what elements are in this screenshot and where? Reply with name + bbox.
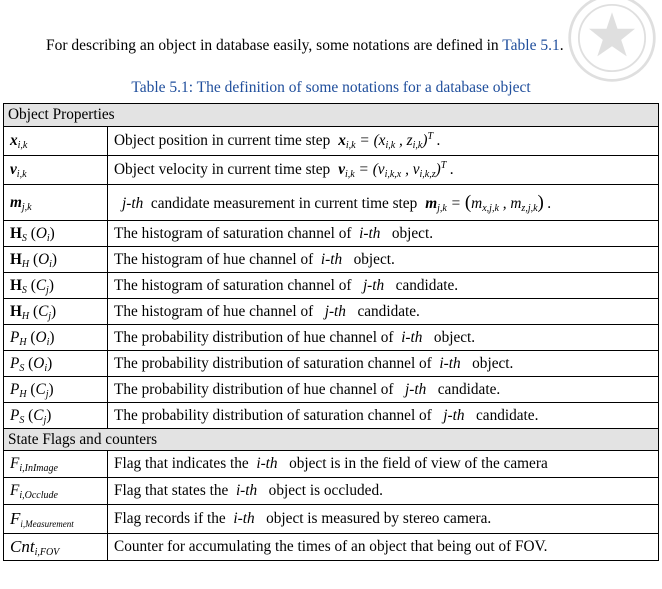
definition-text-end: candidate. (437, 380, 501, 398)
symbol-x-ik: $x_{i,k}$ (4, 127, 108, 156)
definition-cell (108, 478, 659, 505)
index-i-th: i-th (320, 250, 343, 268)
definition-text: Flag that indicates the (114, 455, 249, 472)
table-row (4, 127, 659, 156)
symbol-PH-Cj: $P_H$ $(C_j)$ (4, 377, 108, 403)
definition-text: The probability distribution of saturation channel of (114, 406, 432, 424)
definition-cell (108, 377, 659, 403)
definition-text-end: object. (472, 354, 514, 372)
index-j-th: j-th (362, 276, 385, 294)
definition-text: Object velocity in current time step (114, 161, 331, 178)
section-title: State Flags and counters (4, 429, 659, 451)
table-reference-link[interactable]: Table 5.1 (502, 37, 560, 54)
symbol-HS-Cj: $H_S$ $(C_j)$ (4, 273, 108, 299)
table-row (4, 325, 659, 351)
index-i-th: i-th (235, 482, 258, 499)
index-i-th: i-th (401, 328, 423, 346)
definition-cell (108, 505, 659, 534)
definition-text-end: object. (391, 224, 434, 242)
symbol-PS-Oi: $P_S$ $(O_i)$ (4, 351, 108, 377)
symbol-PS-Cj: $P_S$ $(C_j)$ (4, 403, 108, 429)
section-header-object-properties (4, 104, 659, 127)
symbol-HS-Oi: $H_S$ $(O_i)$ (4, 221, 108, 247)
definition-text: Flag that states the (114, 482, 229, 499)
table-row (4, 478, 659, 505)
section-title: Object Properties (4, 104, 659, 127)
definition-cell (108, 247, 659, 273)
symbol-PH-Oi: $P_H$ $(O_i)$ (4, 325, 108, 351)
definition-text: The probability distribution of hue channel of (114, 380, 394, 398)
definition-cell (108, 403, 659, 429)
definition-text-end: object. (353, 250, 395, 268)
table-row (4, 221, 659, 247)
definition-text: The histogram of saturation channel of (114, 224, 352, 242)
definition-text: The histogram of hue channel of (114, 250, 314, 268)
definition-cell (108, 185, 659, 221)
symbol-F-InImage: $F_{i,InImage}$ (4, 451, 108, 478)
definition-text-end: object is in the field of view of the camera (289, 455, 548, 472)
table-row (4, 451, 659, 478)
symbol-Cnt-FOV: Cnt$_{i,FOV}$ (4, 534, 108, 561)
definition-cell (108, 351, 659, 377)
definition-text-end: candidate. (395, 276, 459, 294)
definition-cell (108, 299, 659, 325)
table-row (4, 299, 659, 325)
intro-paragraph (46, 37, 564, 55)
definition-cell (108, 127, 659, 156)
university-seal-watermark (566, 0, 658, 84)
definition-text-end: object is measured by stereo camera. (266, 510, 492, 527)
definition-text: The histogram of hue channel of (114, 302, 314, 320)
equation: $x_{i,k} = (x_{i,k}$ , $z_{i,k})^T$ . (338, 131, 441, 151)
table-row (4, 247, 659, 273)
symbol-v-ik: $v_{i,k}$ (4, 156, 108, 185)
table-row (4, 351, 659, 377)
notation-table (3, 103, 659, 561)
index-j-th: j-th (122, 194, 144, 212)
symbol-F-Measurement: $F_{i,Measurement}$ (4, 505, 108, 534)
index-i-th: i-th (233, 510, 255, 527)
definition-text: candidate measurement in current time step (150, 194, 418, 212)
definition-text: Flag records if the (114, 510, 226, 527)
table-row (4, 273, 659, 299)
definition-text: Counter for accumulating the times of an object that being out of FOV. (114, 538, 548, 555)
table-row (4, 377, 659, 403)
definition-cell (108, 451, 659, 478)
symbol-m-jk: $m_{j,k}$ (4, 185, 108, 221)
definition-text-end: object. (433, 328, 476, 346)
definition-cell (108, 221, 659, 247)
equation: $v_{i,k} = (v_{i,k,x}$ , $v_{i,k,z})^T$ . (338, 160, 454, 180)
definition-text-end: candidate. (357, 302, 420, 320)
definition-text: The probability distribution of hue channel of (114, 328, 394, 346)
section-header-state-flags (4, 429, 659, 451)
table-caption: Table 5.1: The definition of some notations for a database object (131, 79, 531, 96)
symbol-HH-Cj: $H_H$ $(C_j)$ (4, 299, 108, 325)
intro-text: For describing an object in database easily, some notations are defined in (46, 37, 503, 54)
definition-cell (108, 156, 659, 185)
definition-text: The histogram of saturation channel of (114, 276, 352, 294)
index-j-th: j-th (443, 406, 465, 424)
symbol-F-Occlude: $F_{i,Occlude}$ (4, 478, 108, 505)
index-i-th: i-th (359, 224, 381, 242)
symbol-HH-Oi: $H_H$ $(O_i)$ (4, 247, 108, 273)
intro-period: . (559, 37, 564, 54)
index-i-th: i-th (256, 455, 278, 472)
index-j-th: j-th (405, 380, 427, 398)
table-row (4, 403, 659, 429)
definition-text: Object position in current time step (114, 132, 331, 149)
definition-cell (108, 273, 659, 299)
index-i-th: i-th (439, 354, 461, 372)
table-row (4, 534, 659, 561)
definition-text: The probability distribution of saturation channel of (114, 354, 432, 372)
index-j-th: j-th (324, 302, 346, 320)
definition-text-end: object is occluded. (268, 482, 383, 499)
equation: $m_{j,k} = (m_{x,j,k}$ , $m_{z,j,k}$) . (425, 191, 552, 214)
definition-cell (108, 534, 659, 561)
definition-cell (108, 325, 659, 351)
definition-text-end: candidate. (475, 406, 539, 424)
table-row (4, 156, 659, 185)
table-row (4, 505, 659, 534)
table-row (4, 185, 659, 221)
